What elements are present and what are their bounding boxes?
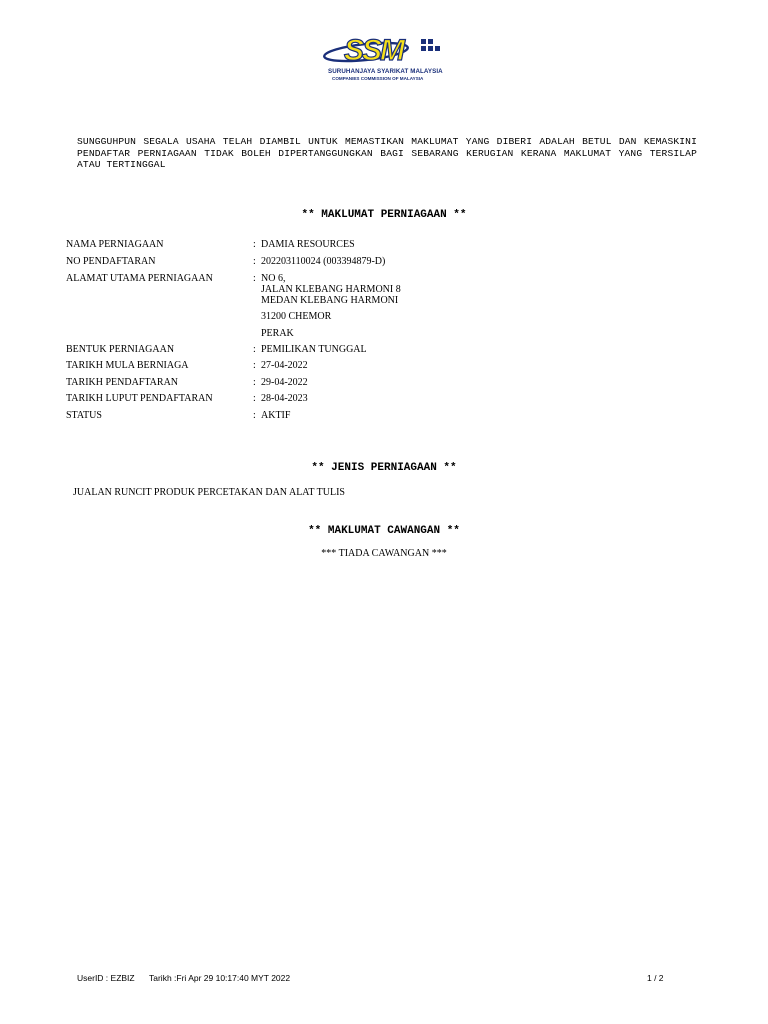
label-status: STATUS [66,410,102,421]
footer-page-number: 1 / 2 [647,973,664,983]
value-jenis-perniagaan: JUALAN RUNCIT PRODUK PERCETAKAN DAN ALAT TULIS [73,487,345,498]
value-tarikh-mula: 27-04-2022 [261,360,308,371]
separator: : [253,393,256,404]
value-no-pendaftaran: 202203110024 (003394879-D) [261,256,386,267]
value-alamat-line-4: 31200 CHEMOR [261,311,332,322]
value-alamat-line-1: NO 6, [261,273,286,284]
logo-tagline: SURUHANJAYA SYARIKAT MALAYSIA [328,68,443,75]
disclaimer-text: SUNGGUHPUN SEGALA USAHA TELAH DIAMBIL UNTUK MEMASTIKAN MAKLUMAT YANG DIBERI ADALAH BETUL DAN KEMASKINI PENDAFTAR PERNIAGAAN TIDAK BOLEH DIPERTANGGUNGKAN BAGI SEBARANG KERUGIAN KERANA MAKLUMAT YANG TERSILAP ATAU TERTINGGAL [77,136,697,170]
separator: : [253,239,256,250]
section-title-jenis-perniagaan: ** JENIS PERNIAGAAN ** [311,462,457,474]
label-no-pendaftaran: NO PENDAFTARAN [66,256,156,267]
separator: : [253,410,256,421]
label-alamat: ALAMAT UTAMA PERNIAGAAN [66,273,213,284]
ssm-logo-icon [322,30,444,68]
label-tarikh-luput: TARIKH LUPUT PENDAFTARAN [66,393,213,404]
value-status: AKTIF [261,410,291,421]
separator: : [253,344,256,355]
value-tarikh-luput: 28-04-2023 [261,393,308,404]
value-alamat-line-3: MEDAN KLEBANG HARMONI [261,295,399,306]
label-bentuk-perniagaan: BENTUK PERNIAGAAN [66,344,175,355]
separator: : [253,256,256,267]
footer-tarikh: Tarikh :Fri Apr 29 10:17:40 MYT 2022 [149,973,291,983]
separator: : [253,360,256,371]
value-cawangan: *** TIADA CAWANGAN *** [321,548,447,559]
section-title-maklumat-cawangan: ** MAKLUMAT CAWANGAN ** [308,525,460,537]
label-tarikh-mula: TARIKH MULA BERNIAGA [66,360,189,371]
label-nama-perniagaan: NAMA PERNIAGAAN [66,239,164,250]
separator: : [253,273,256,284]
value-nama-perniagaan: DAMIA RESOURCES [261,239,355,250]
section-title-maklumat-perniagaan: ** MAKLUMAT PERNIAGAAN ** [301,209,467,221]
footer-userid: UserID : EZBIZ [77,973,135,983]
value-tarikh-pendaftaran: 29-04-2022 [261,377,308,388]
logo-subtagline: COMPANIES COMMISSION OF MALAYSIA [332,76,424,81]
separator: : [253,377,256,388]
value-bentuk-perniagaan: PEMILIKAN TUNGGAL [261,344,367,355]
value-alamat-line-5: PERAK [261,328,294,339]
svg-text:SSM: SSM [344,34,404,67]
value-alamat-line-2: JALAN KLEBANG HARMONI 8 [261,284,401,295]
label-tarikh-pendaftaran: TARIKH PENDAFTARAN [66,377,179,388]
ssm-logo [322,30,444,84]
